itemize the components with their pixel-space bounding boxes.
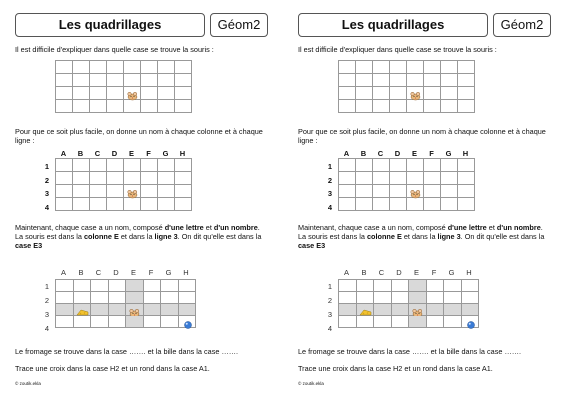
grid-cell[interactable] bbox=[441, 172, 458, 185]
grid-cell[interactable] bbox=[91, 280, 109, 292]
instruction-text: Trace une croix dans la case H2 et un rond dans la case A1. bbox=[298, 364, 493, 373]
grid-cell[interactable] bbox=[426, 280, 444, 292]
grid-cell[interactable] bbox=[458, 87, 475, 100]
grid-cell[interactable] bbox=[424, 100, 441, 113]
grid-cell[interactable] bbox=[56, 159, 73, 172]
grid-cell[interactable] bbox=[56, 87, 73, 100]
grid-cell[interactable] bbox=[424, 198, 441, 211]
grid bbox=[55, 279, 196, 328]
grid-cell[interactable] bbox=[458, 159, 475, 172]
question-text: Le fromage se trouve dans la case ……. et la bille dans la case ……. bbox=[15, 347, 239, 356]
grid-cell[interactable] bbox=[424, 87, 441, 100]
grid-cell[interactable] bbox=[158, 100, 175, 113]
grid-cell[interactable] bbox=[461, 280, 479, 292]
grid-cell[interactable] bbox=[461, 292, 479, 304]
grid-row bbox=[339, 304, 479, 316]
grid-cell[interactable] bbox=[143, 316, 161, 328]
grid-cell[interactable] bbox=[407, 159, 424, 172]
grid-cell[interactable] bbox=[73, 159, 90, 172]
grid-cell[interactable] bbox=[458, 61, 475, 74]
grid-cell[interactable] bbox=[124, 61, 141, 74]
column-label: G bbox=[165, 268, 172, 277]
grid-cell[interactable] bbox=[126, 316, 144, 328]
row-label: 3 bbox=[44, 189, 49, 198]
grid-cell[interactable] bbox=[107, 87, 124, 100]
grid-cell[interactable] bbox=[126, 292, 144, 304]
grid-cell[interactable] bbox=[339, 100, 356, 113]
grid-cell[interactable] bbox=[356, 61, 373, 74]
grid-cell[interactable] bbox=[73, 292, 91, 304]
grid-cell[interactable] bbox=[374, 316, 392, 328]
grid-cell[interactable] bbox=[141, 172, 158, 185]
grid-row bbox=[339, 100, 475, 113]
grid-cell[interactable] bbox=[461, 304, 479, 316]
column-label: D bbox=[394, 149, 401, 158]
grid-cell[interactable] bbox=[73, 172, 90, 185]
grid-cell[interactable] bbox=[409, 292, 427, 304]
grid-row bbox=[56, 159, 192, 172]
column-label: H bbox=[183, 268, 189, 277]
grid-cell[interactable] bbox=[391, 316, 409, 328]
grid-cell[interactable] bbox=[107, 100, 124, 113]
grid-cell[interactable] bbox=[107, 172, 124, 185]
grid-row bbox=[56, 280, 196, 292]
row-label: 2 bbox=[44, 296, 49, 305]
grid-row bbox=[339, 172, 475, 185]
grid-cell[interactable] bbox=[390, 61, 407, 74]
grid-row bbox=[56, 74, 192, 87]
grid-cell[interactable] bbox=[426, 316, 444, 328]
grid-cell[interactable] bbox=[373, 61, 390, 74]
grid-cell[interactable] bbox=[91, 316, 109, 328]
grid-cell[interactable] bbox=[373, 172, 390, 185]
column-label: E bbox=[130, 268, 136, 277]
grid-cell[interactable] bbox=[141, 74, 158, 87]
grid-cell[interactable] bbox=[373, 198, 390, 211]
grid-row bbox=[56, 100, 192, 113]
column-label: C bbox=[94, 149, 101, 158]
column-label: D bbox=[111, 149, 118, 158]
row-label: 1 bbox=[327, 282, 332, 291]
grid-cell[interactable] bbox=[441, 87, 458, 100]
grid-cell[interactable] bbox=[373, 100, 390, 113]
grid-cell[interactable] bbox=[390, 198, 407, 211]
row-label: 1 bbox=[44, 282, 49, 291]
grid-cell[interactable] bbox=[90, 74, 107, 87]
grid-cell[interactable] bbox=[407, 87, 424, 100]
column-label: B bbox=[78, 268, 84, 277]
column-label: E bbox=[413, 268, 419, 277]
footer-credit: © zoutik.ekla bbox=[298, 381, 324, 386]
grid-row bbox=[56, 172, 192, 185]
grid-row bbox=[56, 304, 196, 316]
footer-credit: © zoutik.ekla bbox=[15, 381, 41, 386]
row-label: 1 bbox=[327, 162, 332, 171]
grid-cell[interactable] bbox=[356, 172, 373, 185]
column-label: F bbox=[431, 268, 437, 277]
grid-cell[interactable] bbox=[339, 304, 357, 316]
grid-cell[interactable] bbox=[458, 100, 475, 113]
grid-cell[interactable] bbox=[426, 304, 444, 316]
grid-cell[interactable] bbox=[356, 304, 374, 316]
grid-cell[interactable] bbox=[175, 74, 192, 87]
column-label: B bbox=[77, 149, 84, 158]
grid-cell[interactable] bbox=[178, 316, 196, 328]
grid-cell[interactable] bbox=[458, 172, 475, 185]
grid-cell[interactable] bbox=[108, 304, 126, 316]
column-label: E bbox=[128, 149, 134, 158]
grid-cell[interactable] bbox=[409, 304, 427, 316]
column-label: G bbox=[162, 149, 169, 158]
grid-cell[interactable] bbox=[175, 61, 192, 74]
grid-cell[interactable] bbox=[374, 304, 392, 316]
grid-cell[interactable] bbox=[107, 159, 124, 172]
grid-cell[interactable] bbox=[356, 100, 373, 113]
grid-cell[interactable] bbox=[141, 61, 158, 74]
grid-row bbox=[339, 198, 475, 211]
column-label: A bbox=[343, 149, 350, 158]
grid-cell[interactable] bbox=[56, 172, 73, 185]
grid-cell[interactable] bbox=[178, 292, 196, 304]
grid-cell[interactable] bbox=[390, 74, 407, 87]
grid-cell[interactable] bbox=[73, 74, 90, 87]
grid-cell[interactable] bbox=[339, 159, 356, 172]
grid-row bbox=[56, 198, 192, 211]
grid-cell[interactable] bbox=[391, 292, 409, 304]
grid-cell[interactable] bbox=[339, 316, 357, 328]
grid-cell[interactable] bbox=[56, 100, 73, 113]
grid-cell[interactable] bbox=[108, 316, 126, 328]
grid-cell[interactable] bbox=[424, 185, 441, 198]
grid-cell[interactable] bbox=[391, 304, 409, 316]
instruction-text: Trace une croix dans la case H2 et un rond dans la case A1. bbox=[15, 364, 210, 373]
row-label: 3 bbox=[327, 310, 332, 319]
grid-cell[interactable] bbox=[107, 198, 124, 211]
grid-cell[interactable] bbox=[124, 74, 141, 87]
grid-cell[interactable] bbox=[91, 292, 109, 304]
grid-cell[interactable] bbox=[73, 61, 90, 74]
grid-cell[interactable] bbox=[107, 185, 124, 198]
grid bbox=[55, 158, 192, 211]
grid-cell[interactable] bbox=[90, 198, 107, 211]
grid-cell[interactable] bbox=[178, 280, 196, 292]
grid-cell[interactable] bbox=[407, 100, 424, 113]
grid-cell[interactable] bbox=[108, 280, 126, 292]
grid-cell[interactable] bbox=[374, 292, 392, 304]
column-label: H bbox=[462, 149, 469, 158]
grid-cell[interactable] bbox=[141, 100, 158, 113]
grid-cell[interactable] bbox=[444, 292, 462, 304]
grid-cell[interactable] bbox=[178, 304, 196, 316]
mouse-icon bbox=[126, 88, 139, 98]
grid-cell[interactable] bbox=[407, 185, 424, 198]
grid-cell[interactable] bbox=[441, 100, 458, 113]
unit-tag: Géom2 bbox=[210, 13, 268, 37]
mouse-icon bbox=[411, 305, 424, 315]
grid-cell[interactable] bbox=[339, 280, 357, 292]
intro-text: Il est difficile d'expliquer dans quelle case se trouve la souris : bbox=[15, 45, 214, 54]
grid-cell[interactable] bbox=[73, 100, 90, 113]
grid-cell[interactable] bbox=[356, 87, 373, 100]
column-label: C bbox=[378, 268, 385, 277]
grid-cell[interactable] bbox=[390, 87, 407, 100]
marble-icon bbox=[466, 317, 479, 327]
unit-tag: Géom2 bbox=[493, 13, 551, 37]
grid-cell[interactable] bbox=[158, 185, 175, 198]
grid-cell[interactable] bbox=[73, 280, 91, 292]
grid-cell[interactable] bbox=[426, 292, 444, 304]
grid-cell[interactable] bbox=[373, 74, 390, 87]
grid-cell[interactable] bbox=[108, 292, 126, 304]
row-label: 3 bbox=[44, 310, 49, 319]
grid-cell[interactable] bbox=[141, 198, 158, 211]
mouse-icon bbox=[126, 186, 139, 196]
grid-cell[interactable] bbox=[175, 100, 192, 113]
grid-cell[interactable] bbox=[158, 198, 175, 211]
explanation-text: Maintenant, chaque case a un nom, composé d'une lettre et d'un nombre. La souris est dans la colonne E et dans la ligne 3. On dit qu'elle est dans la case E3 bbox=[298, 223, 545, 250]
grid-cell[interactable] bbox=[161, 280, 179, 292]
grid-cell[interactable] bbox=[107, 74, 124, 87]
grid-cell[interactable] bbox=[73, 316, 91, 328]
grid-row bbox=[339, 159, 475, 172]
grid bbox=[338, 158, 475, 211]
column-label: G bbox=[445, 149, 452, 158]
explanation-text: Maintenant, chaque case a un nom, composé d'une lettre et d'un nombre. La souris est dans la colonne E et dans la ligne 3. On dit qu'elle est dans la case E3 bbox=[15, 223, 262, 250]
grid-cell[interactable] bbox=[161, 292, 179, 304]
grid-cell[interactable] bbox=[90, 87, 107, 100]
grid-cell[interactable] bbox=[356, 185, 373, 198]
grid-cell[interactable] bbox=[124, 185, 141, 198]
naming-text: Pour que ce soit plus facile, on donne un nom à chaque colonne et à chaque ligne : bbox=[298, 127, 546, 145]
grid-cell[interactable] bbox=[441, 198, 458, 211]
row-label: 1 bbox=[44, 162, 49, 171]
grid-cell[interactable] bbox=[56, 61, 73, 74]
page-title: Les quadrillages bbox=[15, 13, 205, 37]
grid-cell[interactable] bbox=[339, 74, 356, 87]
grid-cell[interactable] bbox=[339, 172, 356, 185]
grid-cell[interactable] bbox=[390, 185, 407, 198]
column-label: F bbox=[429, 149, 434, 158]
cheese-icon bbox=[359, 305, 372, 315]
grid-cell[interactable] bbox=[56, 280, 74, 292]
grid-cell[interactable] bbox=[90, 172, 107, 185]
grid-cell[interactable] bbox=[441, 74, 458, 87]
grid-cell[interactable] bbox=[391, 280, 409, 292]
row-label: 4 bbox=[327, 202, 332, 212]
grid-cell[interactable] bbox=[373, 87, 390, 100]
grid-cell[interactable] bbox=[356, 198, 373, 211]
row-label: 2 bbox=[327, 296, 332, 305]
grid-cell[interactable] bbox=[175, 198, 192, 211]
grid-cell[interactable] bbox=[441, 159, 458, 172]
grid-cell[interactable] bbox=[158, 159, 175, 172]
grid-row bbox=[56, 292, 196, 304]
grid-cell[interactable] bbox=[458, 74, 475, 87]
grid-cell[interactable] bbox=[458, 198, 475, 211]
column-label: F bbox=[146, 149, 151, 158]
grid-cell[interactable] bbox=[373, 185, 390, 198]
grid-cell[interactable] bbox=[56, 292, 74, 304]
grid-cell[interactable] bbox=[124, 87, 141, 100]
grid-row bbox=[56, 185, 192, 198]
grid-cell[interactable] bbox=[90, 185, 107, 198]
page-title: Les quadrillages bbox=[298, 13, 488, 37]
naming-text: Pour que ce soit plus facile, on donne un nom à chaque colonne et à chaque ligne : bbox=[15, 127, 263, 145]
grid-cell[interactable] bbox=[158, 87, 175, 100]
mouse-icon bbox=[409, 88, 422, 98]
grid-row bbox=[339, 61, 475, 74]
grid-cell[interactable] bbox=[56, 316, 74, 328]
grid-cell[interactable] bbox=[407, 74, 424, 87]
row-label: 2 bbox=[327, 175, 332, 185]
grid-cell[interactable] bbox=[356, 316, 374, 328]
grid-row bbox=[339, 185, 475, 198]
mouse-icon bbox=[409, 186, 422, 196]
grid-cell[interactable] bbox=[161, 304, 179, 316]
mouse-icon bbox=[128, 305, 141, 315]
grid-cell[interactable] bbox=[141, 185, 158, 198]
grid-cell[interactable] bbox=[175, 87, 192, 100]
grid-cell[interactable] bbox=[424, 61, 441, 74]
column-label: C bbox=[95, 268, 102, 277]
column-label: A bbox=[60, 268, 66, 277]
grid-cell[interactable] bbox=[124, 172, 141, 185]
grid-cell[interactable] bbox=[444, 280, 462, 292]
grid-cell[interactable] bbox=[158, 172, 175, 185]
grid-cell[interactable] bbox=[339, 198, 356, 211]
worksheet bbox=[283, 0, 566, 400]
column-label: A bbox=[343, 268, 349, 277]
grid-cell[interactable] bbox=[424, 159, 441, 172]
column-label: G bbox=[448, 268, 455, 277]
grid-cell[interactable] bbox=[90, 100, 107, 113]
grid-cell[interactable] bbox=[124, 159, 141, 172]
grid-cell[interactable] bbox=[441, 61, 458, 74]
grid-cell[interactable] bbox=[91, 304, 109, 316]
grid-cell[interactable] bbox=[175, 159, 192, 172]
grid-cell[interactable] bbox=[356, 292, 374, 304]
grid-row bbox=[339, 280, 479, 292]
grid-cell[interactable] bbox=[175, 172, 192, 185]
grid bbox=[338, 279, 479, 328]
grid-cell[interactable] bbox=[409, 280, 427, 292]
row-label: 2 bbox=[44, 175, 49, 185]
column-label: D bbox=[396, 268, 402, 277]
grid-cell[interactable] bbox=[409, 316, 427, 328]
grid-row bbox=[56, 316, 196, 328]
grid-cell[interactable] bbox=[356, 280, 374, 292]
grid-cell[interactable] bbox=[141, 159, 158, 172]
grid-cell[interactable] bbox=[56, 74, 73, 87]
grid-cell[interactable] bbox=[373, 159, 390, 172]
grid-cell[interactable] bbox=[124, 198, 141, 211]
grid-cell[interactable] bbox=[356, 159, 373, 172]
grid-cell[interactable] bbox=[390, 172, 407, 185]
grid-cell[interactable] bbox=[73, 304, 91, 316]
grid-cell[interactable] bbox=[107, 61, 124, 74]
grid-cell[interactable] bbox=[175, 185, 192, 198]
grid-cell[interactable] bbox=[407, 198, 424, 211]
grid-cell[interactable] bbox=[356, 74, 373, 87]
intro-text: Il est difficile d'expliquer dans quelle case se trouve la souris : bbox=[298, 45, 497, 54]
grid-row bbox=[339, 87, 475, 100]
grid-cell[interactable] bbox=[424, 74, 441, 87]
grid-cell[interactable] bbox=[390, 100, 407, 113]
question-text: Le fromage se trouve dans la case ……. et la bille dans la case ……. bbox=[298, 347, 522, 356]
grid-row bbox=[56, 61, 192, 74]
grid-cell[interactable] bbox=[56, 198, 73, 211]
column-label: E bbox=[411, 149, 417, 158]
grid-cell[interactable] bbox=[390, 159, 407, 172]
grid-cell[interactable] bbox=[143, 304, 161, 316]
grid bbox=[338, 60, 475, 113]
grid-cell[interactable] bbox=[444, 304, 462, 316]
column-label: H bbox=[466, 268, 472, 277]
grid-cell[interactable] bbox=[126, 280, 144, 292]
grid-cell[interactable] bbox=[339, 292, 357, 304]
grid-row bbox=[56, 87, 192, 100]
grid-cell[interactable] bbox=[441, 185, 458, 198]
column-label: C bbox=[377, 149, 384, 158]
column-label: B bbox=[361, 268, 367, 277]
row-label: 4 bbox=[44, 324, 49, 333]
column-label: H bbox=[179, 149, 186, 158]
grid-row bbox=[339, 292, 479, 304]
grid-cell[interactable] bbox=[424, 172, 441, 185]
grid-cell[interactable] bbox=[339, 185, 356, 198]
grid-row bbox=[339, 74, 475, 87]
grid-cell[interactable] bbox=[158, 61, 175, 74]
grid-row bbox=[339, 316, 479, 328]
grid bbox=[55, 60, 192, 113]
marble-icon bbox=[183, 317, 196, 327]
grid-cell[interactable] bbox=[124, 100, 141, 113]
grid-cell[interactable] bbox=[458, 185, 475, 198]
grid-cell[interactable] bbox=[407, 61, 424, 74]
cheese-icon bbox=[76, 305, 89, 315]
grid-cell[interactable] bbox=[90, 61, 107, 74]
grid-cell[interactable] bbox=[126, 304, 144, 316]
grid-cell[interactable] bbox=[73, 87, 90, 100]
column-label: D bbox=[113, 268, 119, 277]
grid-cell[interactable] bbox=[56, 304, 74, 316]
column-label: F bbox=[148, 268, 154, 277]
grid-cell[interactable] bbox=[90, 159, 107, 172]
grid-cell[interactable] bbox=[158, 74, 175, 87]
grid-cell[interactable] bbox=[407, 172, 424, 185]
grid-cell[interactable] bbox=[374, 280, 392, 292]
grid-cell[interactable] bbox=[56, 185, 73, 198]
grid-cell[interactable] bbox=[143, 292, 161, 304]
grid-cell[interactable] bbox=[161, 316, 179, 328]
row-label: 4 bbox=[327, 324, 332, 333]
grid-cell[interactable] bbox=[444, 316, 462, 328]
column-label: B bbox=[360, 149, 367, 158]
grid-cell[interactable] bbox=[73, 185, 90, 198]
grid-cell[interactable] bbox=[339, 61, 356, 74]
grid-cell[interactable] bbox=[141, 87, 158, 100]
grid-cell[interactable] bbox=[143, 280, 161, 292]
grid-cell[interactable] bbox=[73, 198, 90, 211]
row-label: 4 bbox=[44, 202, 49, 212]
grid-cell[interactable] bbox=[461, 316, 479, 328]
column-label: A bbox=[60, 149, 67, 158]
row-label: 3 bbox=[327, 189, 332, 198]
grid-cell[interactable] bbox=[339, 87, 356, 100]
